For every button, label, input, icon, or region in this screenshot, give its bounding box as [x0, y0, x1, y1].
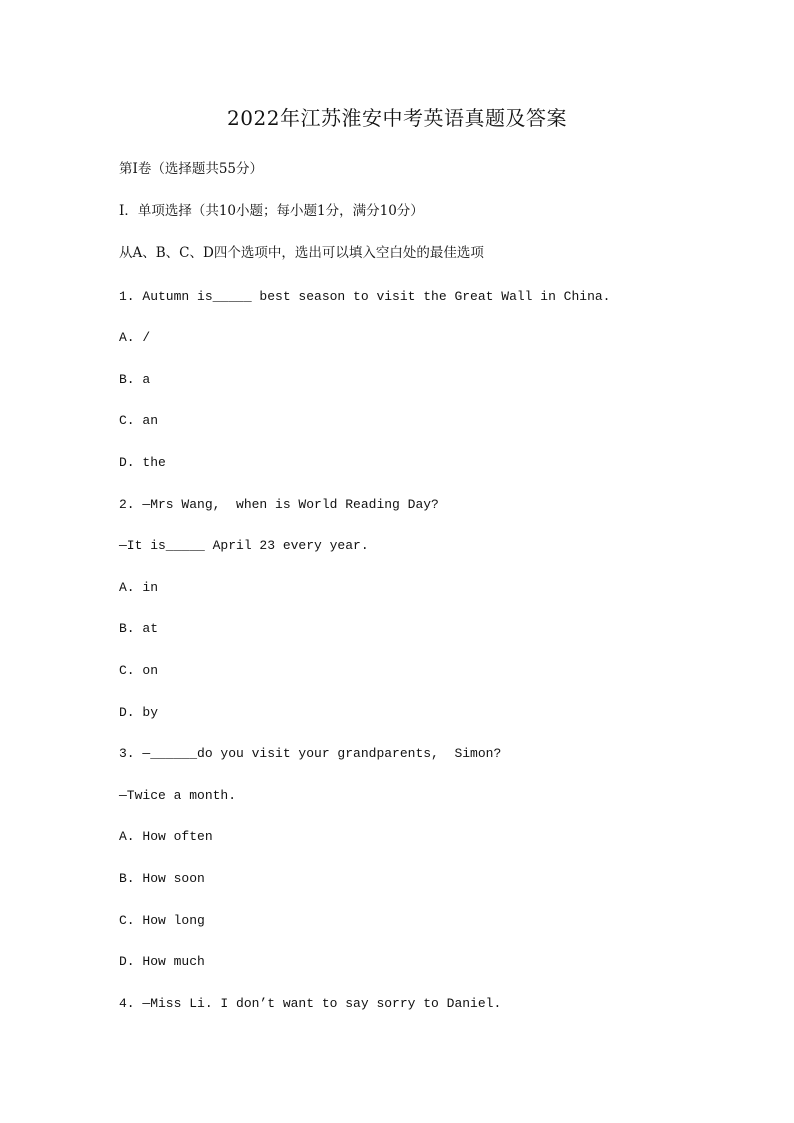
question-1-option-b: B. a — [119, 372, 151, 387]
question-2-option-c: C. on — [119, 663, 159, 678]
question-3-option-b: B. How soon — [119, 871, 205, 886]
question-1-option-d: D. the — [119, 455, 166, 470]
question-1-option-c: C. an — [119, 413, 159, 428]
question-3-stem: 3. —______do you visit your grandparents, Simon? — [119, 746, 502, 761]
question-2-option-d: D. by — [119, 705, 159, 720]
question-3-option-a: A. How often — [119, 829, 213, 844]
question-2-reply: —It is_____ April 23 every year. — [119, 538, 369, 553]
question-1-stem: 1. Autumn is_____ best season to visit the Great Wall in China. — [119, 289, 611, 304]
question-2-option-b: B. at — [119, 621, 159, 636]
instructions: 从A、B、C、D四个选项中，选出可以填入空白处的最佳选项 — [119, 245, 484, 261]
question-2-option-a: A. in — [119, 580, 159, 595]
question-3-reply: —Twice a month. — [119, 788, 237, 803]
question-1-option-a: A. / — [119, 330, 151, 345]
document-title: 2022年江苏淮安中考英语真题及答案 — [227, 106, 567, 130]
question-3-option-d: D. How much — [119, 954, 205, 969]
part-heading: Ⅰ．单项选择（共10小题；每小题1分，满分10分） — [119, 203, 424, 219]
question-4-stem: 4. —Miss Li. I don’t want to say sorry to Daniel. — [119, 996, 502, 1011]
question-2-stem: 2. —Mrs Wang, when is World Reading Day? — [119, 497, 439, 512]
question-3-option-c: C. How long — [119, 913, 205, 928]
section-heading: 第Ⅰ卷（选择题共55分） — [119, 161, 264, 177]
